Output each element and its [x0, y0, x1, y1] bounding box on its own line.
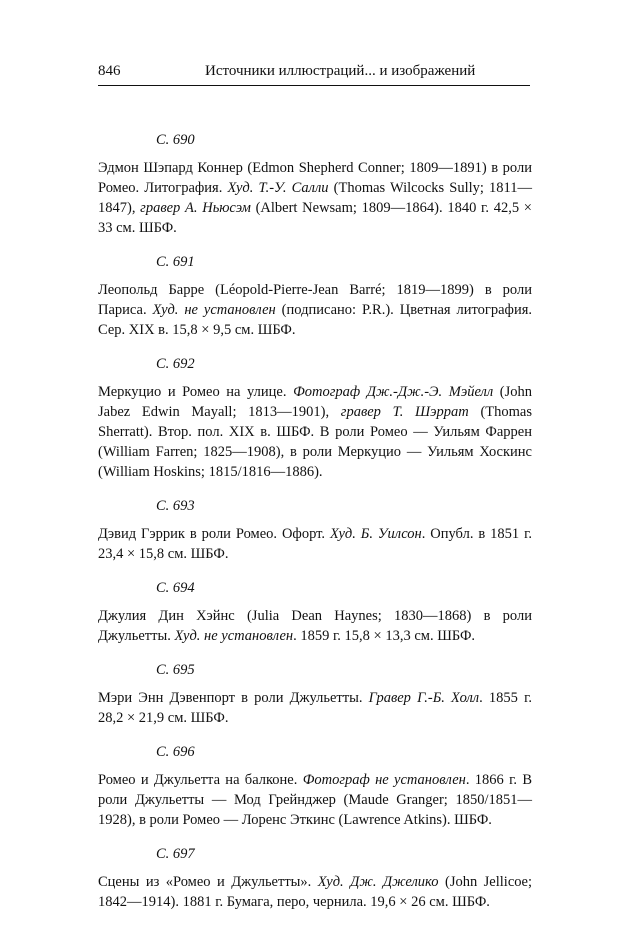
text-fragment: Сцены из «Ромео и Джульетты».	[98, 874, 318, 890]
text-fragment: (John Jabez Edwin Mayall; 1813—1901),	[98, 384, 533, 420]
italic-fragment: Худ. не установлен	[152, 302, 276, 318]
entry-heading: С. 693	[156, 498, 195, 514]
text-fragment: (подписано: P.R.). Цветная литография. Сер. XIX в. 15,8 × 9,5 см. ШБФ.	[98, 302, 532, 338]
entry-text	[98, 382, 532, 482]
entry-text	[98, 280, 532, 340]
entry	[98, 252, 532, 340]
entry-heading: С. 694	[156, 580, 195, 596]
header-rule	[98, 85, 530, 86]
entry-text	[98, 158, 532, 238]
entry-text	[98, 872, 532, 912]
italic-fragment: Худ. Б. Уилсон	[329, 526, 422, 542]
italic-fragment: Гравер Г.-Б. Холл	[368, 690, 480, 706]
italic-fragment: Фотограф Дж.-Дж.-Э. Мэйелл	[293, 384, 494, 400]
text-fragment: (Thomas Sherratt). Втор. пол. XIX в. ШБФ. В роли Ромео — Уильям Фаррен (William Farren; 1825—1908), в роли Меркуцио — Уильям Хоскинс (William Hoskins; 1815/1816—1886).	[98, 404, 532, 480]
entry	[98, 742, 532, 830]
entry-text	[98, 770, 532, 830]
running-title: Источники иллюстраций... и изображений	[205, 63, 476, 79]
entry	[98, 578, 532, 646]
entry	[98, 354, 532, 482]
italic-fragment: гравер Т. Шэррат	[340, 404, 469, 420]
text-fragment: Мэри Энн Дэвенпорт в роли Джульетты.	[98, 690, 369, 706]
entry-heading: С. 695	[156, 662, 195, 678]
text-fragment: . 1859 г. 15,8 × 13,3 см. ШБФ.	[293, 628, 476, 644]
entry	[98, 660, 532, 728]
italic-fragment: Фотограф не установлен	[302, 772, 466, 788]
text-fragment: (Albert Newsam; 1809—1864). 1840 г. 42,5 × 33 см. ШБФ.	[98, 200, 532, 236]
text-fragment: . 1855 г. 28,2 × 21,9 см. ШБФ.	[98, 690, 533, 726]
text-fragment: Меркуцио и Ромео на улице.	[98, 384, 294, 400]
text-fragment: . Опубл. в 1851 г. 23,4 × 15,8 см. ШБФ.	[98, 526, 533, 562]
text-fragment: . 1866 г. В роли Джульетты — Мод Грейнджер (Maude Granger; 1850/1851—1928), в роли Ромео — Лоренс Эткинс (Lawrence Atkins). ШБФ.	[98, 772, 532, 828]
entry	[98, 844, 532, 912]
entries-list	[98, 130, 532, 926]
entry-text	[98, 606, 532, 646]
italic-fragment: Худ. не установлен	[174, 628, 294, 644]
page-number: 846	[98, 63, 121, 79]
text-fragment: Эдмон Шэпард Коннер (Edmon Shepherd Conner; 1809—1891) в роли Ромео. Литография.	[98, 160, 532, 196]
entry-text	[98, 524, 532, 564]
italic-fragment: Худ. Т.-У. Салли	[227, 180, 329, 196]
text-fragment: Дэвид Гэррик в роли Ромео. Офорт.	[98, 526, 330, 542]
italic-fragment: Худ. Дж. Джелико	[317, 874, 439, 890]
entry	[98, 496, 532, 564]
text-fragment: (John Jellicoe; 1842—1914). 1881 г. Бумага, перо, чернила. 19,6 × 26 см. ШБФ.	[98, 874, 532, 910]
entry-heading: С. 696	[156, 744, 195, 760]
entry	[98, 130, 532, 238]
entry-heading: С. 692	[156, 356, 195, 372]
text-fragment: (Thomas Wilcocks Sully; 1811—1847),	[98, 180, 532, 216]
entry-heading: С. 690	[156, 132, 195, 148]
entry-heading: С. 691	[156, 254, 195, 270]
entry-heading: С. 697	[156, 846, 195, 862]
text-fragment: Ромео и Джульетта на балконе.	[98, 772, 303, 788]
entry-text	[98, 688, 532, 728]
italic-fragment: гравер А. Ньюсэм	[140, 200, 251, 216]
text-fragment: Джулия Дин Хэйнс (Julia Dean Haynes; 1830—1868) в роли Джульетты.	[98, 608, 532, 644]
text-fragment: Леопольд Барре (Léopold-Pierre-Jean Barré; 1819—1899) в роли Париса.	[98, 282, 532, 318]
